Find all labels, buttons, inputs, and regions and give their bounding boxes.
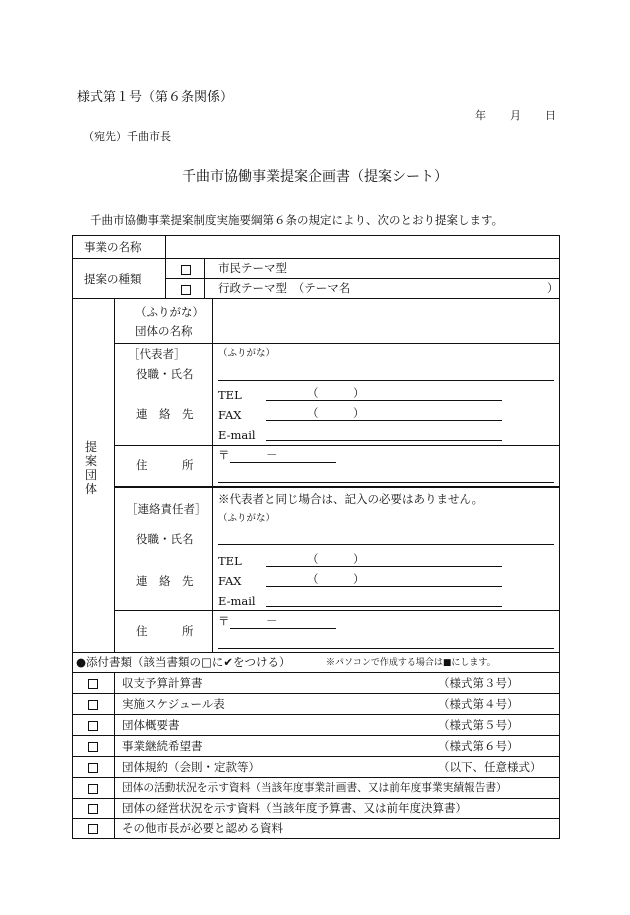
rep-email-label: E-mail	[218, 428, 256, 442]
rep-postal-dash: －	[266, 448, 278, 462]
proposal-group-vertical-label: 提 案 団 体	[84, 440, 97, 496]
attachment-checkbox[interactable]	[88, 760, 98, 774]
rep-furigana-label: （ふりがな）	[218, 348, 276, 359]
attachment-form-number: （様式第６号）	[438, 739, 519, 753]
contact-fax-paren: （ ）	[307, 572, 365, 586]
form-number: 様式第１号（第６条関係）	[77, 90, 234, 105]
attachment-name: 実施スケジュール表	[122, 697, 225, 711]
attachment-name: 団体の活動状況を示す資料（当該年度事業計画書、又は前年度事業実績報告書）	[122, 781, 507, 794]
intro-text: 千曲市協働事業提案制度実施要綱第６条の規定により、次のとおり提案します。	[90, 213, 504, 227]
rep-position-name-label: 役職・氏名	[136, 367, 194, 381]
date-day: 日	[545, 109, 556, 122]
contact-tel-label: TEL	[218, 554, 242, 568]
project-name-label: 事業の名称	[84, 240, 142, 254]
contact-tel-paren: （ ）	[307, 552, 365, 566]
group-name-furigana-label: （ふりがな）	[135, 305, 204, 319]
addressee: （宛先）千曲市長	[83, 130, 171, 143]
rep-fax-paren: （ ）	[307, 406, 365, 420]
attachment-checkbox[interactable]	[88, 718, 98, 732]
same-as-rep-note: ※代表者と同じ場合は、記入の必要はありません。	[218, 492, 484, 506]
rep-postal-mark: 〒	[218, 448, 230, 462]
group-name-label: 団体の名称	[135, 324, 193, 338]
attachment-checkbox[interactable]	[88, 801, 98, 815]
rep-tel-label: TEL	[218, 388, 242, 402]
attachment-checkbox[interactable]	[88, 781, 98, 795]
rep-contact-label: 連 絡 先	[136, 407, 194, 421]
attachment-checkbox[interactable]	[88, 821, 98, 835]
attachment-name: その他市長が必要と認める資料	[122, 821, 283, 835]
contact-fax-label: FAX	[218, 574, 242, 588]
option-admin-theme: 行政テーマ型 （テーマ名	[218, 281, 351, 295]
contact-email-label: E-mail	[218, 594, 256, 608]
date-year: 年	[475, 109, 486, 122]
attachment-checkbox[interactable]	[88, 676, 98, 690]
attachment-form-number: （様式第５号）	[438, 718, 519, 732]
attachments-heading: ●添付書類（該当書類の□に✔をつける）	[76, 655, 291, 669]
rep-fax-label: FAX	[218, 408, 242, 422]
attachment-checkbox[interactable]	[88, 697, 98, 711]
attachment-form-number: （様式第４号）	[438, 697, 519, 711]
attachment-name: 団体の経営状況を示す資料（当該年度予算書、又は前年度決算書）	[122, 801, 467, 815]
date-month: 月	[510, 109, 521, 122]
contact-furigana-label: （ふりがな）	[218, 513, 276, 524]
contact-person-label: ［連絡責任者］	[126, 502, 207, 516]
rep-tel-paren: （ ）	[307, 386, 365, 400]
attachment-checkbox[interactable]	[88, 739, 98, 753]
representative-label: ［代表者］	[128, 347, 186, 361]
attachment-name: 団体概要書	[122, 718, 180, 732]
contact-position-name-label: 役職・氏名	[136, 532, 194, 546]
contact-postal-mark: 〒	[218, 614, 230, 628]
contact-address-label: 住 所	[136, 624, 194, 638]
contact-contact-label: 連 絡 先	[136, 574, 194, 588]
attachment-name: 団体規約（会則・定款等）	[122, 760, 260, 774]
attachment-form-number: （様式第３号）	[438, 676, 519, 690]
rep-address-label: 住 所	[136, 458, 194, 472]
contact-postal-dash: －	[266, 614, 278, 628]
attachment-form-number: （以下、任意様式）	[438, 760, 542, 774]
attachment-name: 事業継続希望書	[122, 739, 203, 753]
document-title: 千曲市協働事業提案企画書（提案シート）	[182, 169, 448, 185]
checkbox-admin-theme[interactable]	[181, 282, 191, 296]
attachment-name: 収支予算計算書	[122, 676, 203, 690]
checkbox-citizen-theme[interactable]	[181, 262, 191, 276]
proposal-type-label: 提案の種類	[84, 272, 142, 286]
option-citizen-theme: 市民テーマ型	[218, 261, 287, 275]
attachments-note: ※パソコンで作成する場合は■にします。	[326, 658, 496, 668]
theme-close-paren: ）	[547, 281, 559, 295]
